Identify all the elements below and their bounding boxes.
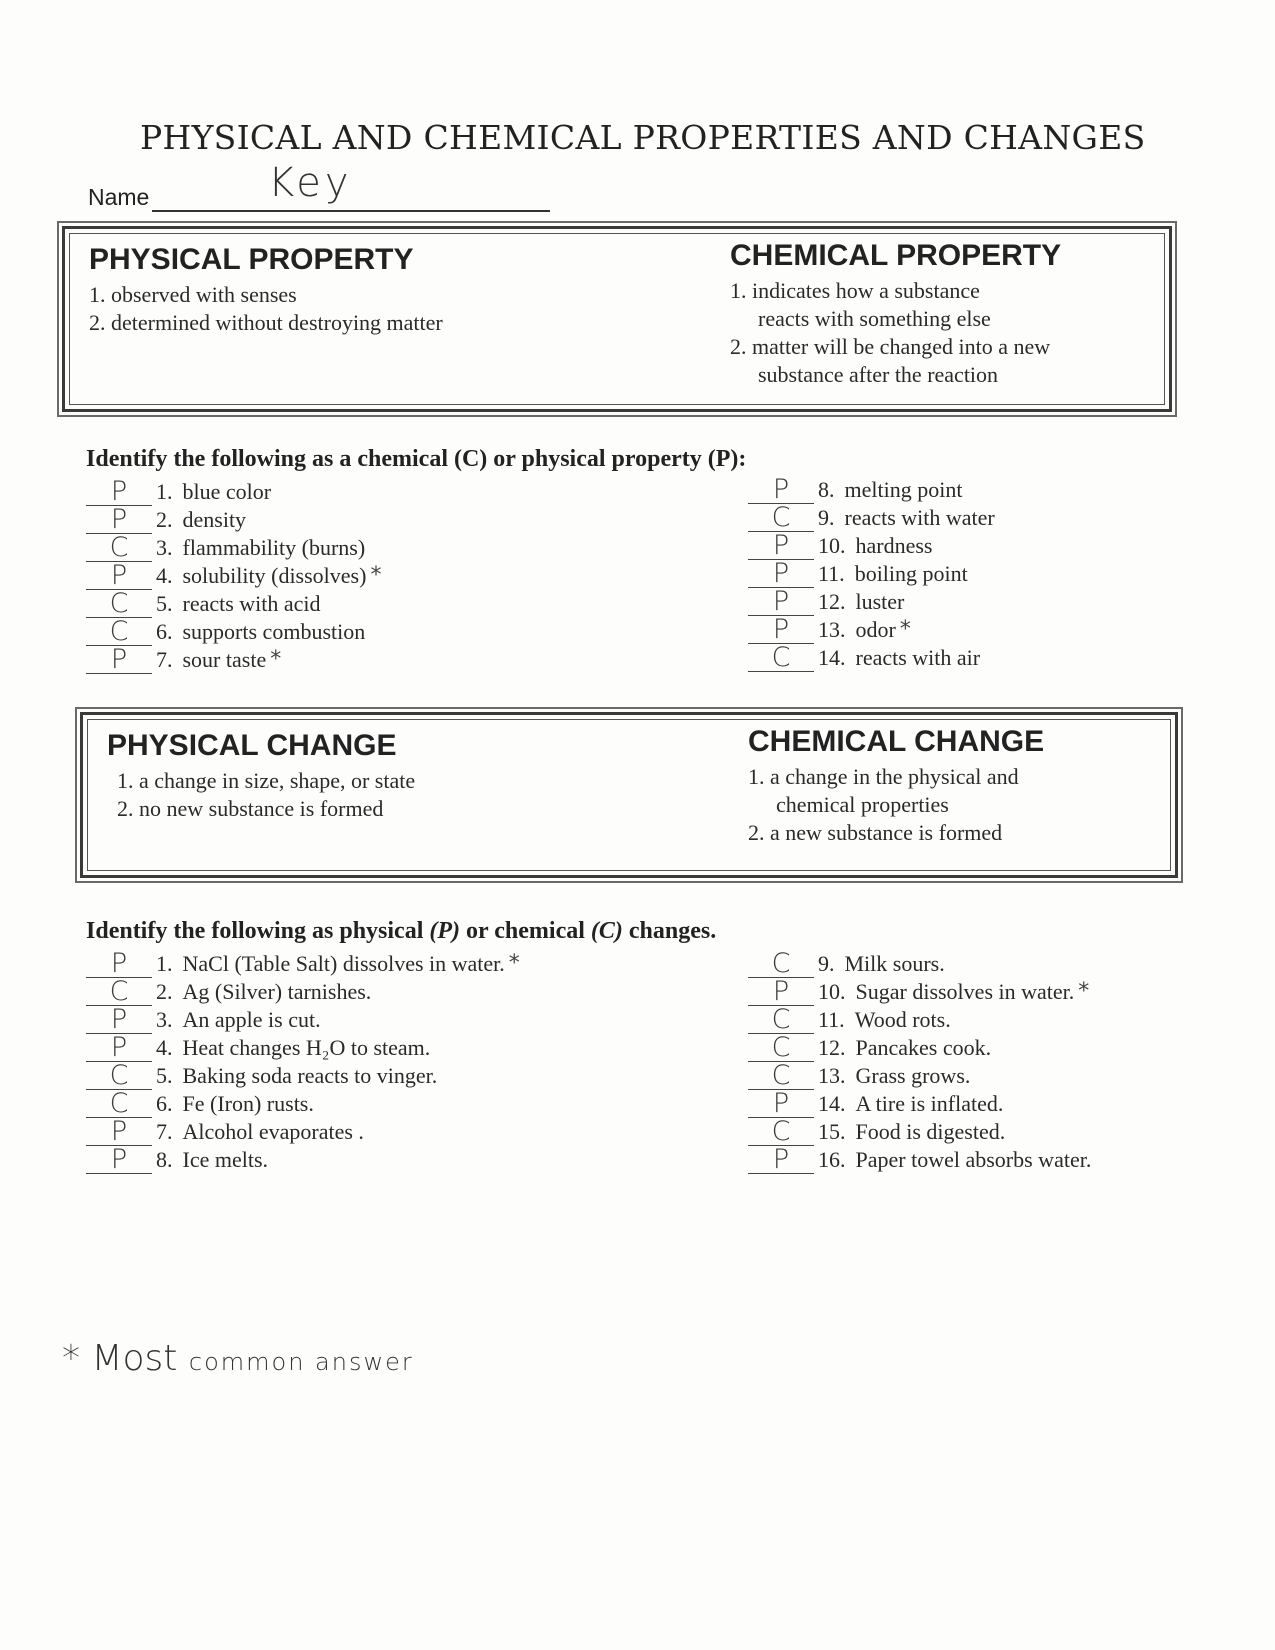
change-question-row xyxy=(748,1146,1091,1174)
question-number: 4. xyxy=(156,563,173,588)
chemical-property-heading: CHEMICAL PROPERTY xyxy=(730,239,1062,272)
answer-blank[interactable] xyxy=(748,502,814,533)
handwritten-answer: P xyxy=(772,614,790,645)
handwritten-answer: P xyxy=(110,1004,128,1035)
question-number: 12. xyxy=(818,589,846,614)
definition-item: 2. matter will be changed into a new xyxy=(730,334,1051,359)
name-label: Name xyxy=(88,184,150,210)
answer-blank[interactable] xyxy=(748,586,814,617)
answer-blank[interactable] xyxy=(748,976,814,1007)
handwritten-answer: P xyxy=(772,558,790,589)
question-number: 3. xyxy=(156,1007,173,1032)
changes-list-right xyxy=(748,950,1091,1174)
answer-blank[interactable] xyxy=(86,532,152,563)
question-number: 8. xyxy=(156,1147,173,1172)
instruction-p: (P) xyxy=(429,918,461,944)
question-number: 8. xyxy=(818,477,835,502)
question-text: Baking soda reacts to vinger. xyxy=(182,1063,438,1088)
answer-blank[interactable] xyxy=(86,560,152,591)
property-question-row xyxy=(86,562,381,590)
definition-item: 2. no new substance is formed xyxy=(117,796,384,821)
change-question-row xyxy=(86,1090,520,1118)
change-question-row xyxy=(86,1006,520,1034)
property-question-row xyxy=(748,588,995,616)
question-number: 6. xyxy=(156,619,173,644)
changes-definition-box xyxy=(80,712,1178,878)
physical-property-section xyxy=(89,243,443,337)
change-question-row xyxy=(748,1062,1091,1090)
properties-list-left xyxy=(86,478,381,674)
definition-item: 1. indicates how a substance xyxy=(730,278,980,303)
answer-blank[interactable] xyxy=(748,474,814,505)
definition-item: chemical properties xyxy=(776,792,949,817)
chemical-change-section xyxy=(748,725,1044,847)
question-number: 2. xyxy=(156,507,173,532)
handwritten-answer: P xyxy=(110,948,128,979)
question-text: An apple is cut. xyxy=(182,1007,321,1032)
handwritten-answer: C xyxy=(771,948,791,979)
question-text: Grass grows. xyxy=(855,1063,971,1088)
question-number: 6. xyxy=(156,1091,173,1116)
question-number: 12. xyxy=(818,1035,846,1060)
answer-blank[interactable] xyxy=(86,616,152,647)
property-question-row xyxy=(748,644,995,672)
handwritten-answer: C xyxy=(109,616,129,647)
answer-blank[interactable] xyxy=(748,558,814,589)
changes-list-left xyxy=(86,950,520,1174)
handwritten-answer: C xyxy=(771,1060,791,1091)
definition-item: 1. observed with senses xyxy=(89,282,297,307)
handwritten-answer: P xyxy=(110,644,128,675)
question-number: 2. xyxy=(156,979,173,1004)
question-number: 11. xyxy=(818,1007,845,1032)
question-number: 7. xyxy=(156,1119,173,1144)
changes-instruction xyxy=(86,918,716,945)
handwritten-answer: C xyxy=(771,642,791,673)
question-text: Ice melts. xyxy=(182,1147,269,1172)
change-question-row xyxy=(748,1118,1091,1146)
handwritten-answer: C xyxy=(109,532,129,563)
answer-blank[interactable] xyxy=(86,976,152,1007)
handwritten-answer: P xyxy=(772,530,790,561)
property-question-row xyxy=(748,616,995,644)
handwritten-answer: P xyxy=(772,976,790,1007)
change-question-row xyxy=(748,950,1091,978)
question-text: Alcohol evaporates . xyxy=(182,1119,364,1144)
change-question-row xyxy=(86,1062,520,1090)
physical-change-heading: PHYSICAL CHANGE xyxy=(107,729,397,762)
question-number: 1. xyxy=(156,479,173,504)
change-question-row xyxy=(748,1090,1091,1118)
instruction-text: or chemical xyxy=(466,918,585,944)
question-text: odor xyxy=(855,617,896,642)
handwritten-answer: C xyxy=(109,588,129,619)
question-number: 14. xyxy=(818,645,846,670)
handwritten-answer: C xyxy=(771,502,791,533)
change-question-row xyxy=(748,978,1091,1006)
question-text: boiling point xyxy=(854,561,968,586)
question-text: luster xyxy=(855,589,905,614)
chemical-property-section xyxy=(730,239,1061,389)
handwritten-answer: C xyxy=(771,1116,791,1147)
change-question-row xyxy=(86,1034,520,1062)
handwritten-answer: P xyxy=(110,560,128,591)
answer-blank[interactable] xyxy=(86,1144,152,1175)
answer-blank[interactable] xyxy=(748,1060,814,1091)
question-text: hardness xyxy=(855,533,933,558)
question-number: 9. xyxy=(818,505,835,530)
question-text: reacts with air xyxy=(855,645,981,670)
question-text: supports combustion xyxy=(182,619,366,644)
asterisk-mark: * xyxy=(899,617,911,642)
physical-property-heading: PHYSICAL PROPERTY xyxy=(89,243,414,276)
question-number: 11. xyxy=(818,561,845,586)
handwritten-answer: C xyxy=(771,1032,791,1063)
answer-blank[interactable] xyxy=(86,588,152,619)
question-number: 4. xyxy=(156,1035,173,1060)
answer-blank[interactable] xyxy=(748,948,814,979)
question-text: A tire is inflated. xyxy=(855,1091,1004,1116)
question-text: Heat changes H₂O to steam. xyxy=(182,1035,431,1060)
answer-blank[interactable] xyxy=(748,530,814,561)
properties-list-right xyxy=(748,476,995,672)
question-number: 16. xyxy=(818,1147,846,1172)
definition-item: 2. a new substance is formed xyxy=(748,820,1003,845)
answer-blank[interactable] xyxy=(748,642,814,673)
handwritten-answer: C xyxy=(109,1060,129,1091)
answer-blank[interactable] xyxy=(86,1116,152,1147)
question-number: 10. xyxy=(818,979,846,1004)
question-text: Food is digested. xyxy=(855,1119,1006,1144)
handwritten-answer: P xyxy=(772,1144,790,1175)
answer-blank[interactable] xyxy=(86,644,152,675)
handwritten-answer: P xyxy=(110,476,128,507)
answer-blank[interactable] xyxy=(748,1004,814,1035)
property-question-row xyxy=(748,476,995,504)
change-question-row xyxy=(86,950,520,978)
instruction-text: Identify the following as physical xyxy=(86,918,424,944)
instruction-c: (C) xyxy=(590,918,623,944)
name-field[interactable] xyxy=(152,210,550,212)
handwritten-answer: P xyxy=(772,1088,790,1119)
change-question-row xyxy=(86,1146,520,1174)
handwritten-answer: P xyxy=(110,1144,128,1175)
question-text: Sugar dissolves in water. xyxy=(855,979,1075,1004)
property-question-row xyxy=(748,532,995,560)
footnote-text: common answer xyxy=(188,1348,414,1376)
answer-blank[interactable] xyxy=(86,1004,152,1035)
footnote-star: * xyxy=(62,1338,80,1379)
question-text: reacts with acid xyxy=(182,591,321,616)
property-question-row xyxy=(86,590,381,618)
question-number: 10. xyxy=(818,533,846,558)
asterisk-mark: * xyxy=(270,647,282,672)
properties-instruction: Identify the following as a chemical (C) or physical property (P): xyxy=(86,446,747,472)
answer-blank[interactable] xyxy=(86,1032,152,1063)
footnote xyxy=(62,1338,414,1379)
change-question-row xyxy=(86,978,520,1006)
handwritten-answer: P xyxy=(110,504,128,535)
question-text: blue color xyxy=(182,479,272,504)
question-number: 5. xyxy=(156,1063,173,1088)
question-number: 3. xyxy=(156,535,173,560)
handwritten-answer: C xyxy=(109,976,129,1007)
question-text: NaCl (Table Salt) dissolves in water. xyxy=(182,951,505,976)
asterisk-mark: * xyxy=(370,563,382,588)
property-question-row xyxy=(86,534,381,562)
page-title: PHYSICAL AND CHEMICAL PROPERTIES AND CHANGES xyxy=(140,118,1146,157)
instruction-text: changes. xyxy=(628,918,717,944)
question-text: reacts with water xyxy=(844,505,995,530)
question-text: Milk sours. xyxy=(844,951,945,976)
property-question-row xyxy=(86,478,381,506)
asterisk-mark: * xyxy=(1078,979,1090,1004)
handwritten-answer: P xyxy=(772,586,790,617)
question-number: 13. xyxy=(818,617,846,642)
handwritten-answer: P xyxy=(110,1116,128,1147)
answer-blank[interactable] xyxy=(86,1088,152,1119)
change-question-row xyxy=(748,1006,1091,1034)
chemical-change-heading: CHEMICAL CHANGE xyxy=(748,725,1045,758)
property-question-row xyxy=(748,560,995,588)
change-question-row xyxy=(748,1034,1091,1062)
physical-change-section xyxy=(107,729,415,823)
question-number: 13. xyxy=(818,1063,846,1088)
question-text: solubility (dissolves) xyxy=(182,563,367,588)
property-question-row xyxy=(86,646,381,674)
handwritten-answer: P xyxy=(772,474,790,505)
footnote-first-word: Most xyxy=(91,1338,178,1379)
question-text: density xyxy=(182,507,247,532)
property-question-row xyxy=(748,504,995,532)
definition-item: 1. a change in the physical and xyxy=(748,764,1019,789)
answer-blank[interactable] xyxy=(748,1116,814,1147)
question-text: melting point xyxy=(844,477,963,502)
answer-blank[interactable] xyxy=(86,948,152,979)
name-value: Key xyxy=(268,160,353,206)
definition-item: 1. a change in size, shape, or state xyxy=(117,768,416,793)
handwritten-answer: C xyxy=(109,1088,129,1119)
answer-blank[interactable] xyxy=(748,1032,814,1063)
answer-blank[interactable] xyxy=(86,476,152,507)
question-text: sour taste xyxy=(182,647,267,672)
answer-blank[interactable] xyxy=(748,614,814,645)
answer-blank[interactable] xyxy=(86,1060,152,1091)
question-number: 9. xyxy=(818,951,835,976)
definition-item: reacts with something else xyxy=(758,306,991,331)
asterisk-mark: * xyxy=(508,951,520,976)
properties-definition-box xyxy=(62,226,1172,412)
question-text: Fe (Iron) rusts. xyxy=(182,1091,314,1116)
property-question-row xyxy=(86,618,381,646)
question-number: 15. xyxy=(818,1119,846,1144)
question-text: Ag (Silver) tarnishes. xyxy=(182,979,372,1004)
question-number: 7. xyxy=(156,647,173,672)
answer-blank[interactable] xyxy=(748,1088,814,1119)
change-question-row xyxy=(86,1118,520,1146)
property-question-row xyxy=(86,506,381,534)
question-text: Paper towel absorbs water. xyxy=(855,1147,1092,1172)
answer-blank[interactable] xyxy=(748,1144,814,1175)
definition-item: substance after the reaction xyxy=(758,362,999,387)
definition-item: 2. determined without destroying matter xyxy=(89,310,443,335)
question-text: flammability (burns) xyxy=(182,535,366,560)
question-text: Pancakes cook. xyxy=(855,1035,992,1060)
question-number: 5. xyxy=(156,591,173,616)
answer-blank[interactable] xyxy=(86,504,152,535)
handwritten-answer: P xyxy=(110,1032,128,1063)
question-number: 14. xyxy=(818,1091,846,1116)
question-number: 1. xyxy=(156,951,173,976)
question-text: Wood rots. xyxy=(854,1007,951,1032)
handwritten-answer: C xyxy=(771,1004,791,1035)
